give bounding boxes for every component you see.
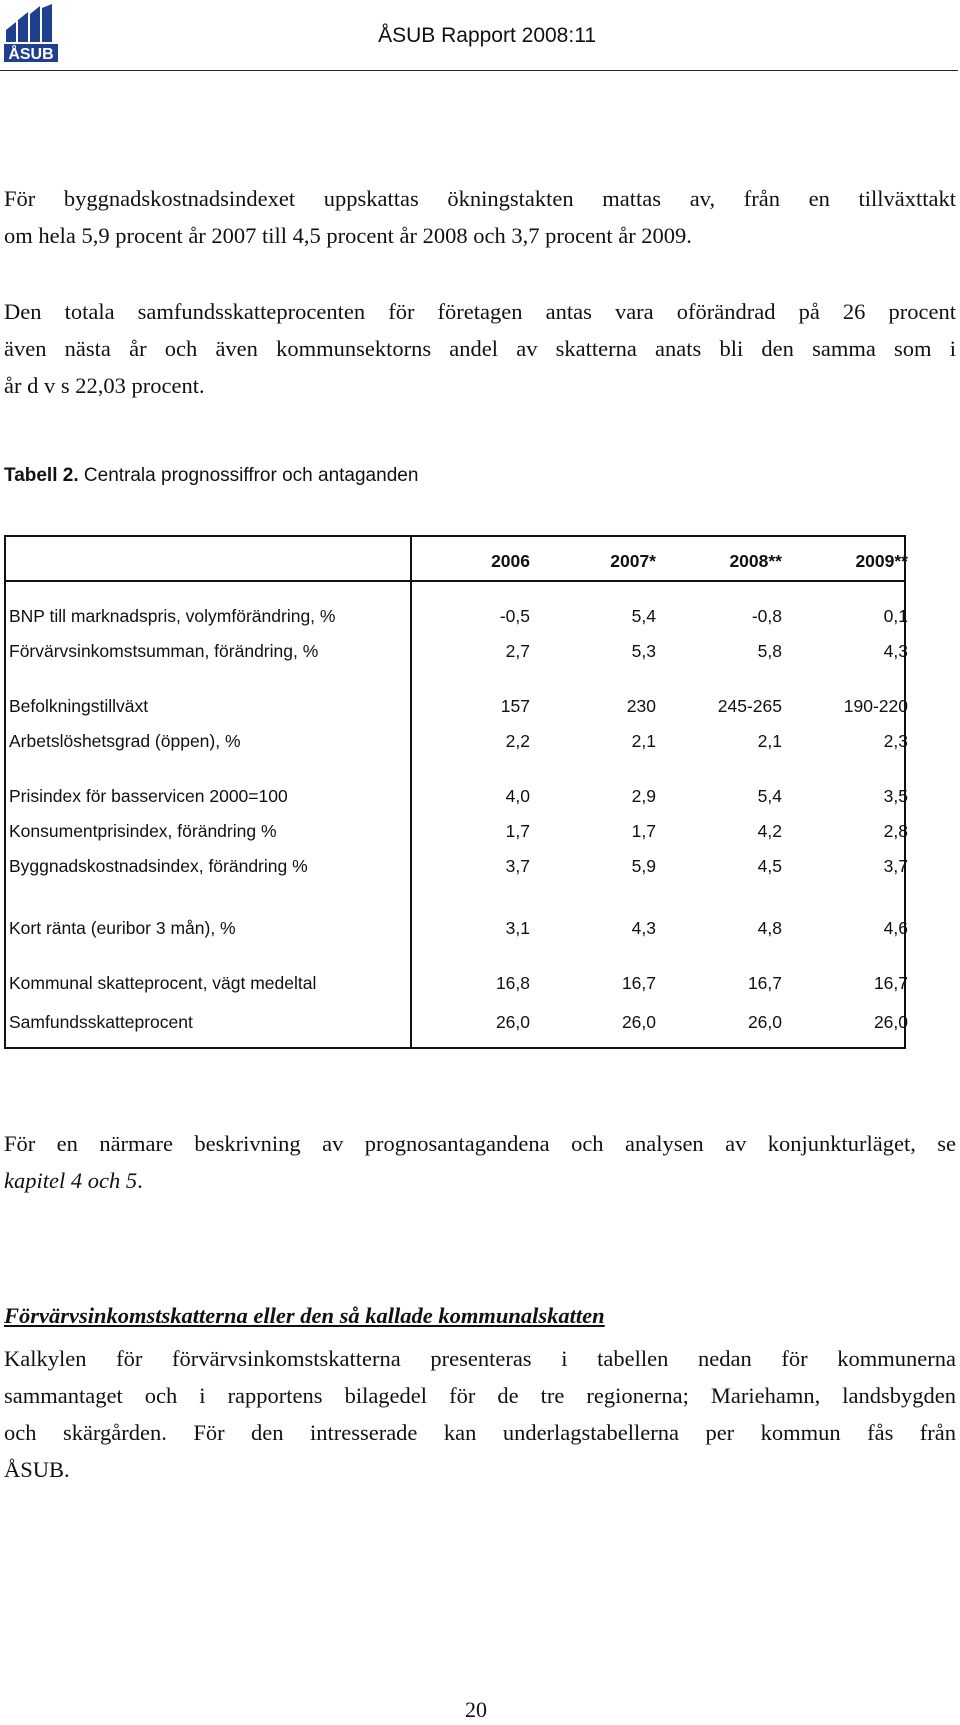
table-cell: 5,9 [631,856,656,876]
table-row [6,821,908,845]
table-cell: 2,9 [631,786,656,806]
table-row-label: Konsumentprisindex, förändring % [9,821,277,841]
table-cell: 5,3 [631,641,656,661]
table-cell: 1,7 [631,821,656,841]
paragraph-end-punct: . [137,1168,143,1193]
table-row [6,856,908,880]
table-cell: 2,1 [631,731,656,751]
table-row-label: Kommunal skatteprocent, vägt medeltal [9,973,317,993]
table-row [6,786,908,810]
table-cell: 2,3 [883,731,908,751]
table-header-year: 2006 [491,551,530,571]
table-cell: -0,5 [499,606,530,626]
table-row [6,973,908,997]
paragraph-line: och skärgården. För den intresserade kan underlagstabellerna per kommun fås från [4,1420,956,1445]
table-cell: 4,2 [757,821,782,841]
table-cell: 3,7 [883,856,908,876]
table-cell: 190-220 [843,696,908,716]
table-caption [4,465,418,487]
table-cell: 2,7 [505,641,530,661]
table-row-label: Befolkningstillväxt [9,696,149,716]
table-header-year: 2008** [729,551,782,571]
table-row-label: Arbetslöshetsgrad (öppen), % [9,731,241,751]
table-cell: 0,1 [883,606,908,626]
paragraph-line: ÅSUB. [4,1457,70,1482]
paragraph-line: år d v s 22,03 procent. [4,373,205,398]
table-cell: -0,8 [751,606,782,626]
table-row [6,918,908,942]
table-cell: 3,1 [505,918,530,938]
table-row [6,641,908,665]
table-cell: 4,0 [505,786,530,806]
table-cell: 16,8 [495,973,530,993]
table-header-year: 2009** [855,551,908,571]
header-divider [0,70,958,71]
paragraph-corporate-tax [4,293,956,404]
forecast-table [4,535,906,1049]
paragraph-line: om hela 5,9 procent år 2007 till 4,5 procent år 2008 och 3,7 procent år 2009. [4,223,692,248]
table-cell: 4,3 [883,641,908,661]
paragraph-further-reading [4,1125,956,1199]
paragraph-building-cost [4,180,956,254]
paragraph-line: även nästa år och även kommunsektorns andel av skatterna anats bli den samma som i [4,336,956,361]
table-cell: 2,1 [757,731,782,751]
table-cell: 26,0 [495,1012,530,1032]
paragraph-line: sammantaget och i rapportens bilagedel för de tre regionerna; Mariehamn, landsbygden [4,1383,956,1408]
report-title: ÅSUB Rapport 2008:11 [378,24,596,47]
table-cell: 5,4 [757,786,782,806]
table-cell: 26,0 [873,1012,908,1032]
table-row-label: Förvärvsinkomstsumman, förändring, % [9,641,319,661]
table-cell: 16,7 [873,973,908,993]
paragraph-line: Kalkylen för förvärvsinkomstskatterna presenteras i tabellen nedan för kommunerna [4,1346,956,1371]
table-cell: 4,3 [631,918,656,938]
table-row [6,731,908,755]
table-header-divider [6,580,904,582]
svg-text:ÅSUB: ÅSUB [8,46,54,62]
table-row [6,696,908,720]
table-cell: 16,7 [747,973,782,993]
paragraph-income-tax [4,1340,956,1488]
table-row [6,606,908,630]
table-cell: 26,0 [621,1012,656,1032]
paragraph-line: För en närmare beskrivning av prognosantagandena och analysen av konjunkturläget, se [4,1131,956,1156]
table-cell: 26,0 [747,1012,782,1032]
table-cell: 1,7 [505,821,530,841]
asub-logo-icon [4,4,60,62]
table-cell: 2,2 [505,731,530,751]
asub-logo [4,4,60,62]
table-cell: 4,5 [757,856,782,876]
table-cell: 3,7 [505,856,530,876]
table-cell: 4,6 [883,918,908,938]
table-row-label: Prisindex för basservicen 2000=100 [9,786,288,806]
table-row-label: Samfundsskatteprocent [9,1012,193,1032]
table-cell: 5,8 [757,641,782,661]
table-cell: 3,5 [883,786,908,806]
table-row-label: BNP till marknadspris, volymförändring, % [9,606,336,626]
table-cell: 2,8 [883,821,908,841]
paragraph-line [4,1162,956,1199]
table-cell: 16,7 [621,973,656,993]
table-row-label: Byggnadskostnadsindex, förändring % [9,856,308,876]
table-row-label: Kort ränta (euribor 3 mån), % [9,918,236,938]
table-cell: 157 [500,696,530,716]
table-cell: 230 [626,696,656,716]
section-heading: Förvärvsinkomstskatterna eller den så kallade kommunalskatten [4,1303,605,1328]
paragraph-line: Den totala samfundsskatteprocenten för företagen antas vara oförändrad på 26 procent [4,299,956,324]
page-number: 20 [465,1697,487,1722]
table-cell: 5,4 [631,606,656,626]
table-cell: 245-265 [717,696,782,716]
paragraph-line: För byggnadskostnadsindexet uppskattas ökningstakten mattas av, från en tillväxttakt [4,186,956,211]
table-cell: 4,8 [757,918,782,938]
table-header-year: 2007* [610,551,656,571]
table-row [6,1012,908,1036]
table-caption-label: Tabell 2. [4,465,79,486]
chapter-reference: kapitel 4 och 5 [4,1168,138,1193]
table-caption-text: Centrala prognossiffror och antaganden [78,465,419,486]
